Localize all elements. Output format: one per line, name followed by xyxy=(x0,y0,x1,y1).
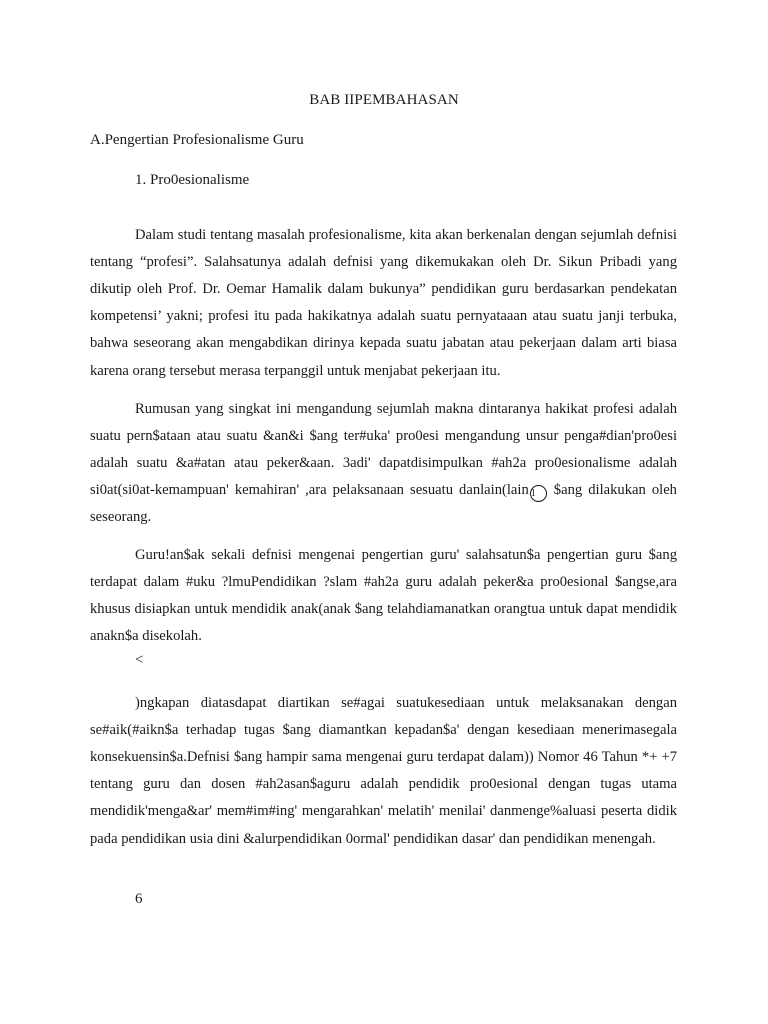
chapter-title: BAB IIPEMBAHASAN xyxy=(309,92,459,108)
paragraph-teacher-definition: Guru!an$ak sekali defnisi mengenai pengertian guru' salahsatun$a pengertian guru $ang terdapat dalam #uku ?lmuPendidikan ?slam #ah2a guru adalah peker&a pro0esional $angse,ara khusus disiapkan untuk mendidik anak(anak $ang telahdiamanatkan orangtua untuk dapat mendidik anakn$a disekolah. xyxy=(90,546,677,645)
page-number: 6 xyxy=(135,891,143,907)
section-heading: A.Pengertian Profesionalisme Guru xyxy=(90,132,304,148)
circled-number-marker: 1 xyxy=(530,485,547,502)
subsection-heading: 1. Pro0esionalisme xyxy=(135,172,250,188)
stray-symbol: < xyxy=(135,652,144,668)
paragraph-summary-tail: $ang dilakukan oleh seseorang. xyxy=(90,482,677,526)
paragraph-summary-text: Rumusan yang singkat ini mengandung sejumlah makna dintaranya hakikat profesi adalah suatu pern$ataan atau suatu &an&i $ang ter#uka' pro0esi mengandung unsur penga#dian'pro0esi adalah suatu &a#atan atau peker&aan. 3adi' dapatdisimpulkan #ah2a pro0esionalisme adalah si0at(si0at-kemampuan' kemahiran' ,ara pelaksanaan sesuatu danlain(lain xyxy=(90,400,677,499)
paragraph-law-definition: )ngkapan diatasdapat diartikan se#agai suatukesediaan untuk melaksanakan dengan se#aik(#aikn$a terhadap tugas $ang diamantkan kepadan$a' dengan kesediaan menerimasegala konsekuensin$a.Defnisi $ang hampir sama mengenai guru terdapat dalam)) Nomor 46 Tahun *+ +7 tentang guru dan dosen #ah2asan$aguru adalah pendidik pro0esional dengan tugas utama mendidik'menga&ar' mem#im#ing' mengarahkan' melatih' menilai' danmenge%aluasi peserta didik pada pendidikan usia dini &alurpendidikan 0ormal' pendidikan dasar' dan pendidikan menengah. xyxy=(90,694,677,847)
paragraph-definition-profession: Dalam studi tentang masalah profesionalisme, kita akan berkenalan dengan sejumlah defnisi tentang “profesi”. Salahsatunya adalah defnisi yang dikemukakan oleh Dr. Sikun Pribadi yang dikutip oleh Prof. Dr. Oemar Hamalik dalam bukunya” pendidikan guru berdasarkan pendekatan kompetensi’ yakni; profesi itu pada hakikatnya adalah suatu pernyataaan atau suatu janji terbuka, bahwa seseorang akan mengabdikan dirinya kepada suatu jabatan atau pekerjaan dalam arti biasa karena orang tersebut merasa terpanggil untuk menjabat pekerjaan itu. xyxy=(90,226,677,379)
paragraph-summary xyxy=(90,396,677,532)
